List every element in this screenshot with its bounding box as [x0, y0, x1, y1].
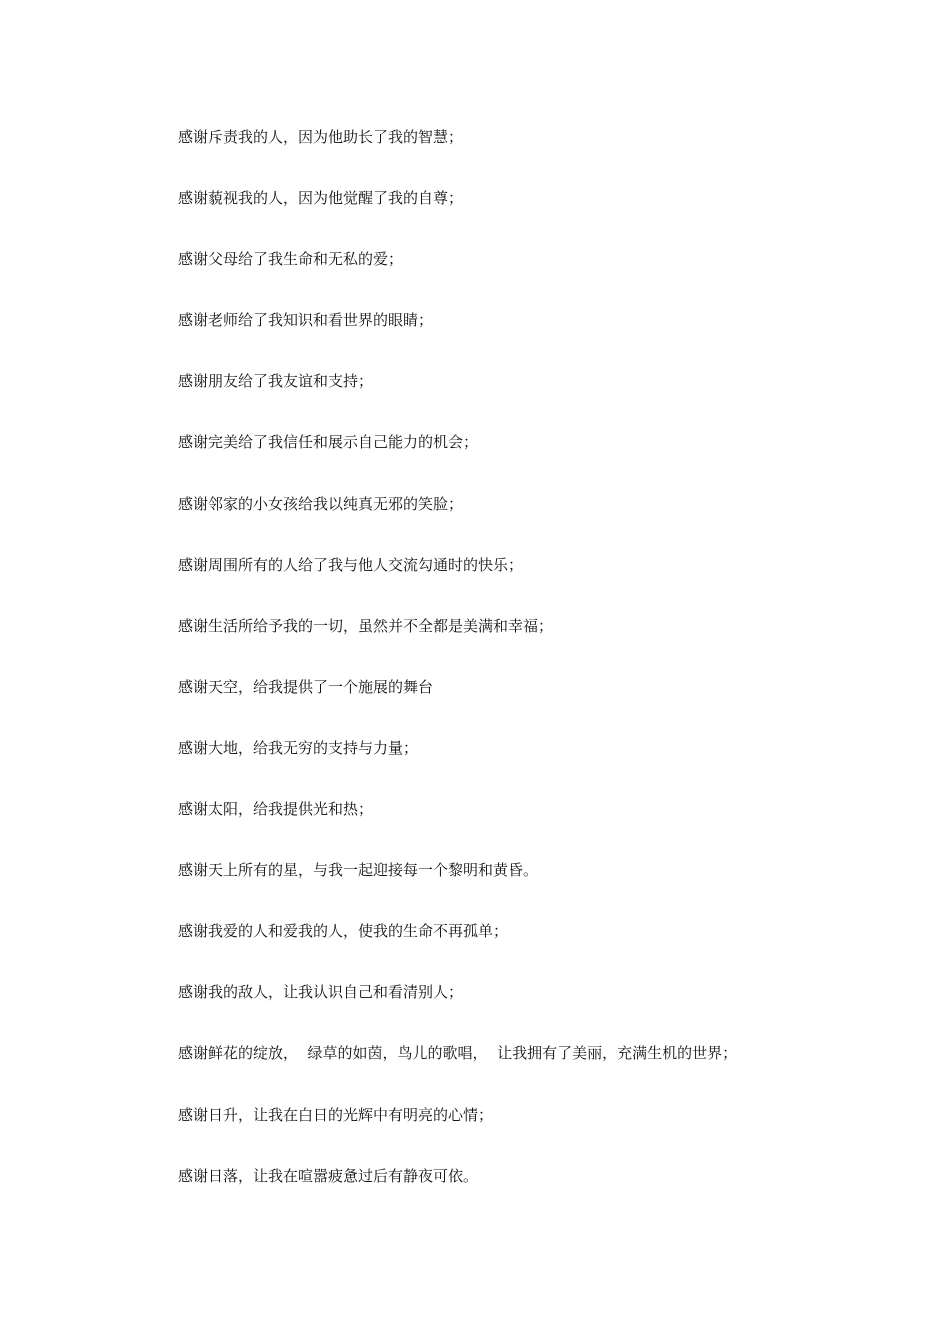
- text-line-3: 感谢父母给了我生命和无私的爱；: [178, 250, 404, 269]
- text-line-1: 感谢斥责我的人，因为他助长了我的智慧；: [178, 128, 464, 146]
- text-line-12: 感谢太阳，给我提供光和热；: [178, 800, 374, 819]
- text-line-15: 感谢我的敌人，让我认识自己和看清别人；: [178, 983, 464, 1002]
- text-line-11: 感谢大地，给我无穷的支持与力量；: [178, 738, 419, 757]
- text-line-9: 感谢生活所给予我的一切，虽然并不全都是美满和幸福；: [178, 616, 554, 635]
- text-line-10: 感谢天空，给我提供了一个施展的舞台: [178, 677, 434, 696]
- text-line-17: 感谢日升，让我在白日的光辉中有明亮的心情；: [178, 1105, 494, 1124]
- text-line-6: 感谢完美给了我信任和展示自己能力的机会；: [178, 433, 479, 452]
- text-line-5: 感谢朋友给了我友谊和支持；: [178, 372, 374, 391]
- text-line-8: 感谢周围所有的人给了我与他人交流勾通时的快乐；: [178, 555, 524, 574]
- text-line-14: 感谢我爱的人和爱我的人，使我的生命不再孤单；: [178, 922, 509, 941]
- text-line-4: 感谢老师给了我知识和看世界的眼睛；: [178, 311, 434, 330]
- text-line-2: 感谢藐视我的人，因为他觉醒了我的自尊；: [178, 189, 464, 208]
- text-line-16: 感谢鲜花的绽放， 绿草的如茵，鸟儿的歌唱， 让我拥有了美丽，充满生机的世界；: [178, 1044, 738, 1063]
- text-line-18: 感谢日落，让我在喧嚣疲惫过后有静夜可依。: [178, 1166, 479, 1185]
- text-lines: [178, 124, 918, 1224]
- text-line-13: 感谢天上所有的星，与我一起迎接每一个黎明和黄昏。: [178, 861, 539, 880]
- text-line-7: 感谢邻家的小女孩给我以纯真无邪的笑脸；: [178, 494, 464, 513]
